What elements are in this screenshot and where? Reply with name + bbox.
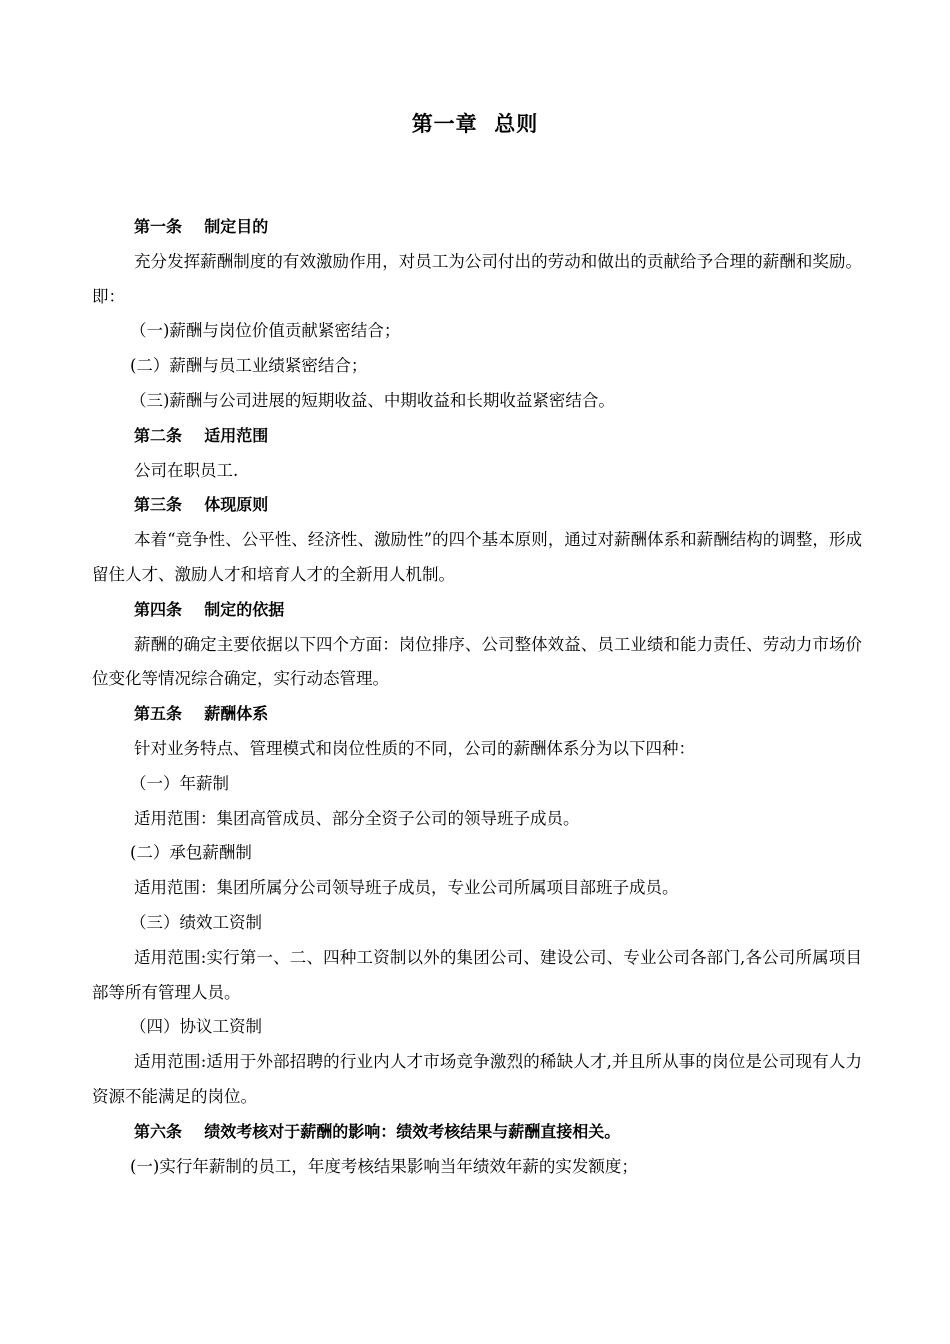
article-5-section-4: （四）协议工资制 <box>130 1017 262 1037</box>
article-5-section-1-scope: 适用范围：集团高管成员、部分全资子公司的领导班子成员。 <box>134 808 580 828</box>
article-5-section-3-scope: 适用范围:实行第一、二、四种工资制以外的集团公司、建设公司、专业公司各部门,各公司所属项目部等所有管理人员。 <box>92 947 862 1002</box>
article-1-paragraph: 充分发挥薪酬制度的有效激励作用，对员工为公司付出的劳动和做出的贡献给予合理的薪酬和奖励。即： <box>92 251 862 306</box>
article-2-heading: 第二条 适用范围 <box>134 425 269 445</box>
article-3-paragraph: 本着“竞争性、公平性、经济性、激励性”的四个基本原则，通过对薪酬体系和薪酬结构的调整，形成留住人才、激励人才和培育人才的全新用人机制。 <box>92 530 862 584</box>
article-4-heading: 第四条 制定的依据 <box>134 599 285 619</box>
article-5-heading: 第五条 薪酬体系 <box>134 704 269 724</box>
document-body <box>92 210 862 1184</box>
article-4-paragraph: 薪酬的确定主要依据以下四个方面：岗位排序、公司整体效益、员工业绩和能力责任、劳动力市场价位变化等情况综合确定，实行动态管理。 <box>92 634 862 689</box>
article-5-section-2-scope: 适用范围：集团所属分公司领导班子成员，专业公司所属项目部班子成员。 <box>134 878 679 898</box>
article-6-item-1: (一)实行年薪制的员工，年度考核结果影响当年绩效年薪的实发额度； <box>130 1156 638 1176</box>
article-1-heading: 第一条 制定目的 <box>134 217 269 236</box>
article-5-section-1: （一）年薪制 <box>130 773 229 793</box>
article-5-section-4-scope: 适用范围:适用于外部招聘的行业内人才市场竞争激烈的稀缺人才,并且所从事的岗位是公司现有人力资源不能满足的岗位。 <box>92 1052 862 1106</box>
article-2-paragraph: 公司在职员工. <box>134 460 239 480</box>
article-1-item-2: (二）薪酬与员工业绩紧密结合； <box>130 356 368 376</box>
chapter-title: 第一章 总则 <box>411 112 539 136</box>
article-6-heading: 第六条 绩效考核对于薪酬的影响：绩效考核结果与薪酬直接相关。 <box>134 1121 621 1141</box>
article-3-heading: 第三条 体现原则 <box>134 495 269 515</box>
article-1-item-1: （一)薪酬与岗位价值贡献紧密结合； <box>130 321 401 341</box>
article-5-section-2: (二）承包薪酬制 <box>130 843 252 863</box>
article-5-paragraph: 针对业务特点、管理模式和岗位性质的不同，公司的薪酬体系分为以下四种： <box>134 738 695 758</box>
article-1-item-3: （三)薪酬与公司进展的短期收益、中期收益和长期收益紧密结合。 <box>130 390 615 410</box>
article-5-section-3: （三）绩效工资制 <box>130 912 262 932</box>
